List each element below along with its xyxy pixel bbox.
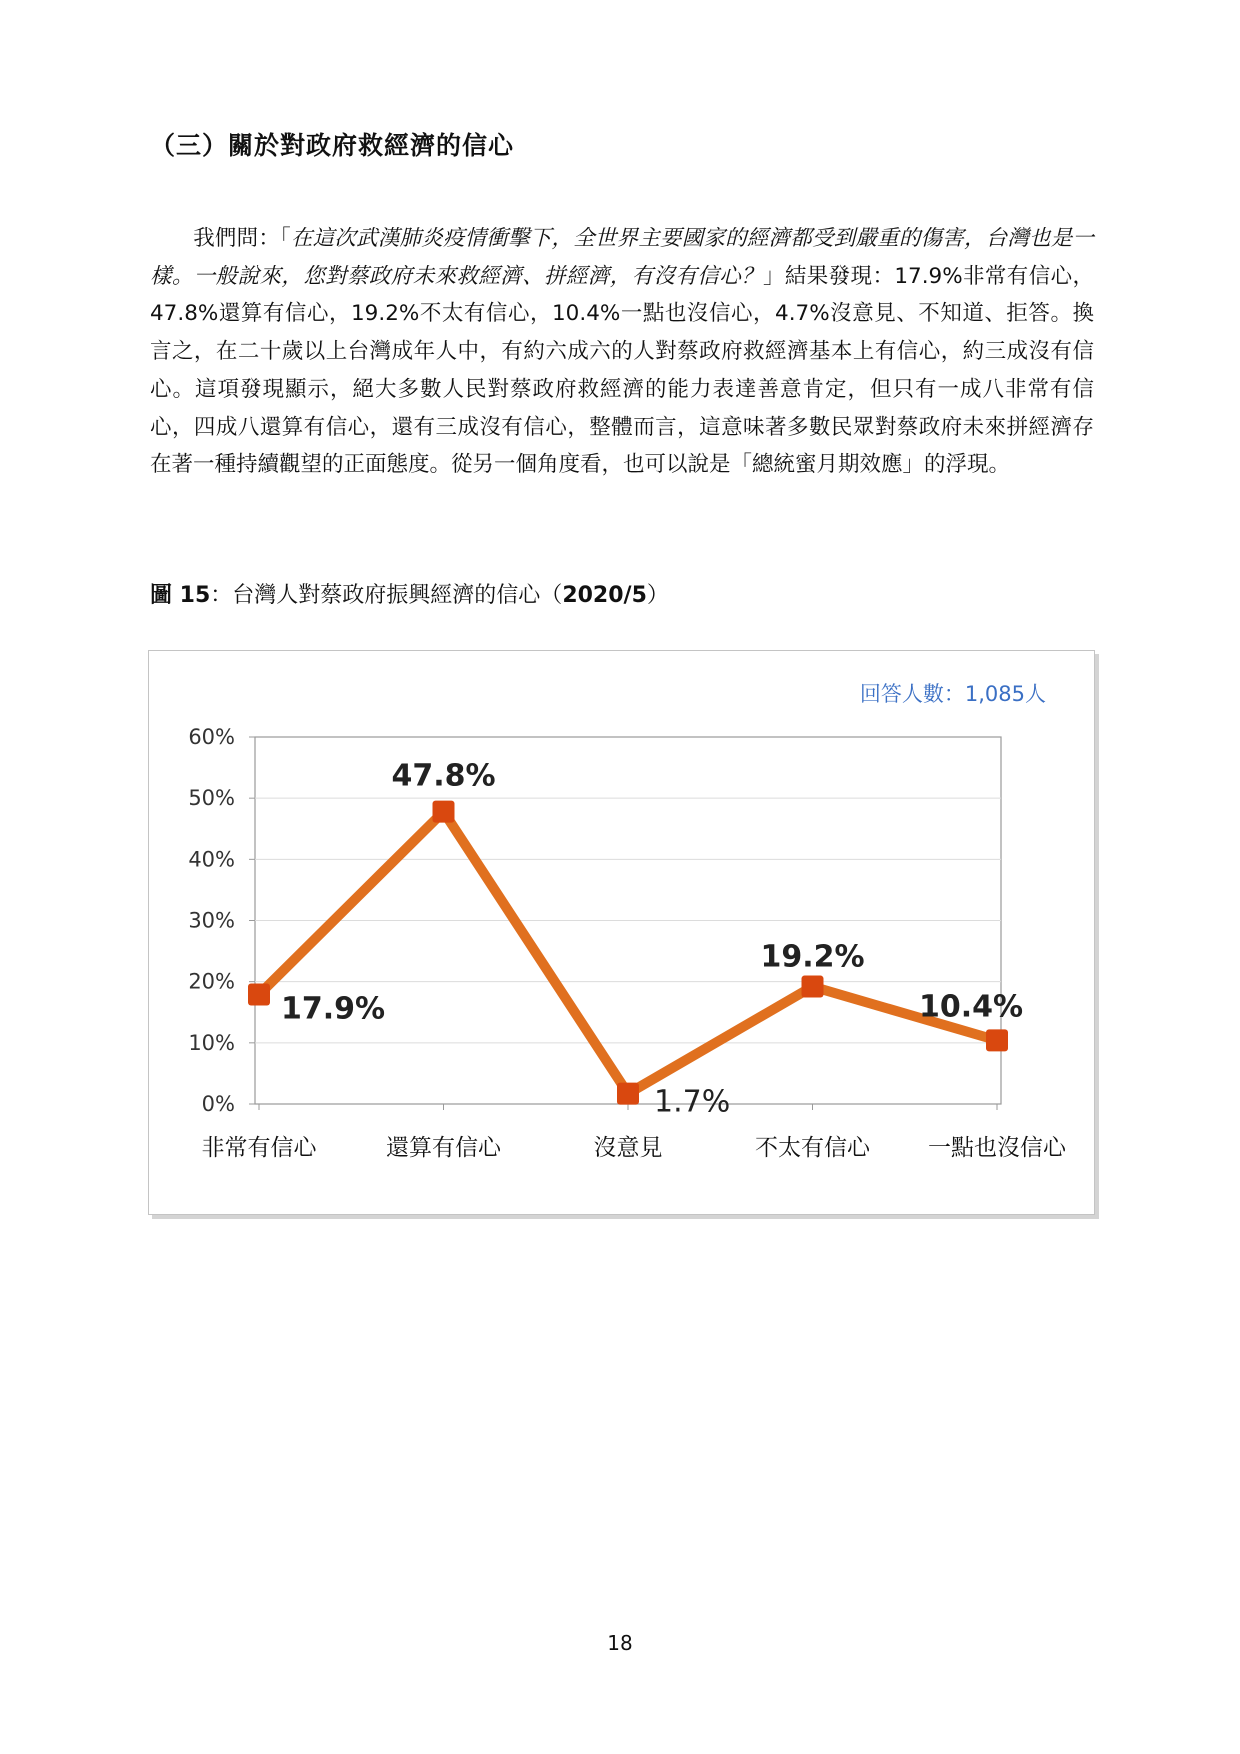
figure-separator: ： [210, 583, 233, 608]
data-label: 19.2% [760, 939, 865, 975]
y-tick-label: 50% [188, 786, 235, 811]
data-point [433, 801, 455, 823]
data-point [248, 984, 270, 1006]
figure-title: 台灣人對蔡政府振興經濟的信心（ [232, 583, 563, 608]
y-tick-label: 10% [188, 1030, 235, 1055]
line-chart [149, 651, 1094, 1214]
y-tick-label: 20% [188, 969, 235, 994]
paragraph-lead: 我們問：「 [193, 226, 291, 251]
x-tick-label: 不太有信心 [755, 1135, 870, 1161]
y-tick-label: 30% [188, 908, 235, 933]
figure-date: 2020/5 [562, 583, 647, 608]
figure-caption [150, 578, 669, 609]
data-point [986, 1029, 1008, 1051]
x-tick-label: 沒意見 [593, 1135, 663, 1161]
paragraph-findings: 」結果發現：17.9%非常有信心，47.8%還算有信心，19.2%不太有信心，10.4%一點也沒信心，4.7%沒意見、不知道、拒答。換言之，在二十歲以上台灣成年人中，有約六成六的人對蔡政府救經濟基本上有信心，約三成沒有信心。這項發現顯示，絕大多數人民對蔡政府救經濟的能力表達善意肯定，但只有一成八非常有信心，四成八還算有信心，還有三成沒有信心，整體而言，這意味著多數民眾對蔡政府未來拼經濟存在著一種持續觀望的正面態度。從另一個角度看，也可以說是「總統蜜月期效應」的浮現。 [150, 263, 1094, 478]
data-point [617, 1083, 639, 1105]
x-tick-label: 一點也沒信心 [928, 1135, 1066, 1161]
data-label: 1.7% [654, 1084, 731, 1120]
section-title: （三）關於對政府救經濟的信心 [150, 131, 515, 160]
data-point [802, 976, 824, 998]
survey-question: 在這次武漢肺炎疫情衝擊下，全世界主要國家的經濟都受到嚴重的傷害，台灣也是一樣。一般說來，您對蔡政府未來救經濟、拼經濟，有沒有信心？ [150, 226, 1094, 289]
body-paragraph [150, 220, 1094, 484]
y-tick-label: 0% [201, 1092, 235, 1116]
respondent-count-annotation: 回答人數：1,085人 [859, 682, 1046, 706]
y-tick-label: 60% [188, 725, 235, 749]
data-label: 10.4% [918, 989, 1024, 1025]
page-number: 18 [607, 1631, 633, 1655]
figure-label: 圖 15 [150, 583, 211, 608]
figure-close: ） [646, 583, 669, 608]
x-tick-label: 非常有信心 [201, 1135, 317, 1161]
x-tick-label: 還算有信心 [386, 1135, 501, 1161]
data-label: 17.9% [281, 991, 386, 1027]
y-tick-label: 40% [188, 847, 235, 872]
chart-container [148, 650, 1095, 1215]
data-label: 47.8% [391, 758, 496, 794]
